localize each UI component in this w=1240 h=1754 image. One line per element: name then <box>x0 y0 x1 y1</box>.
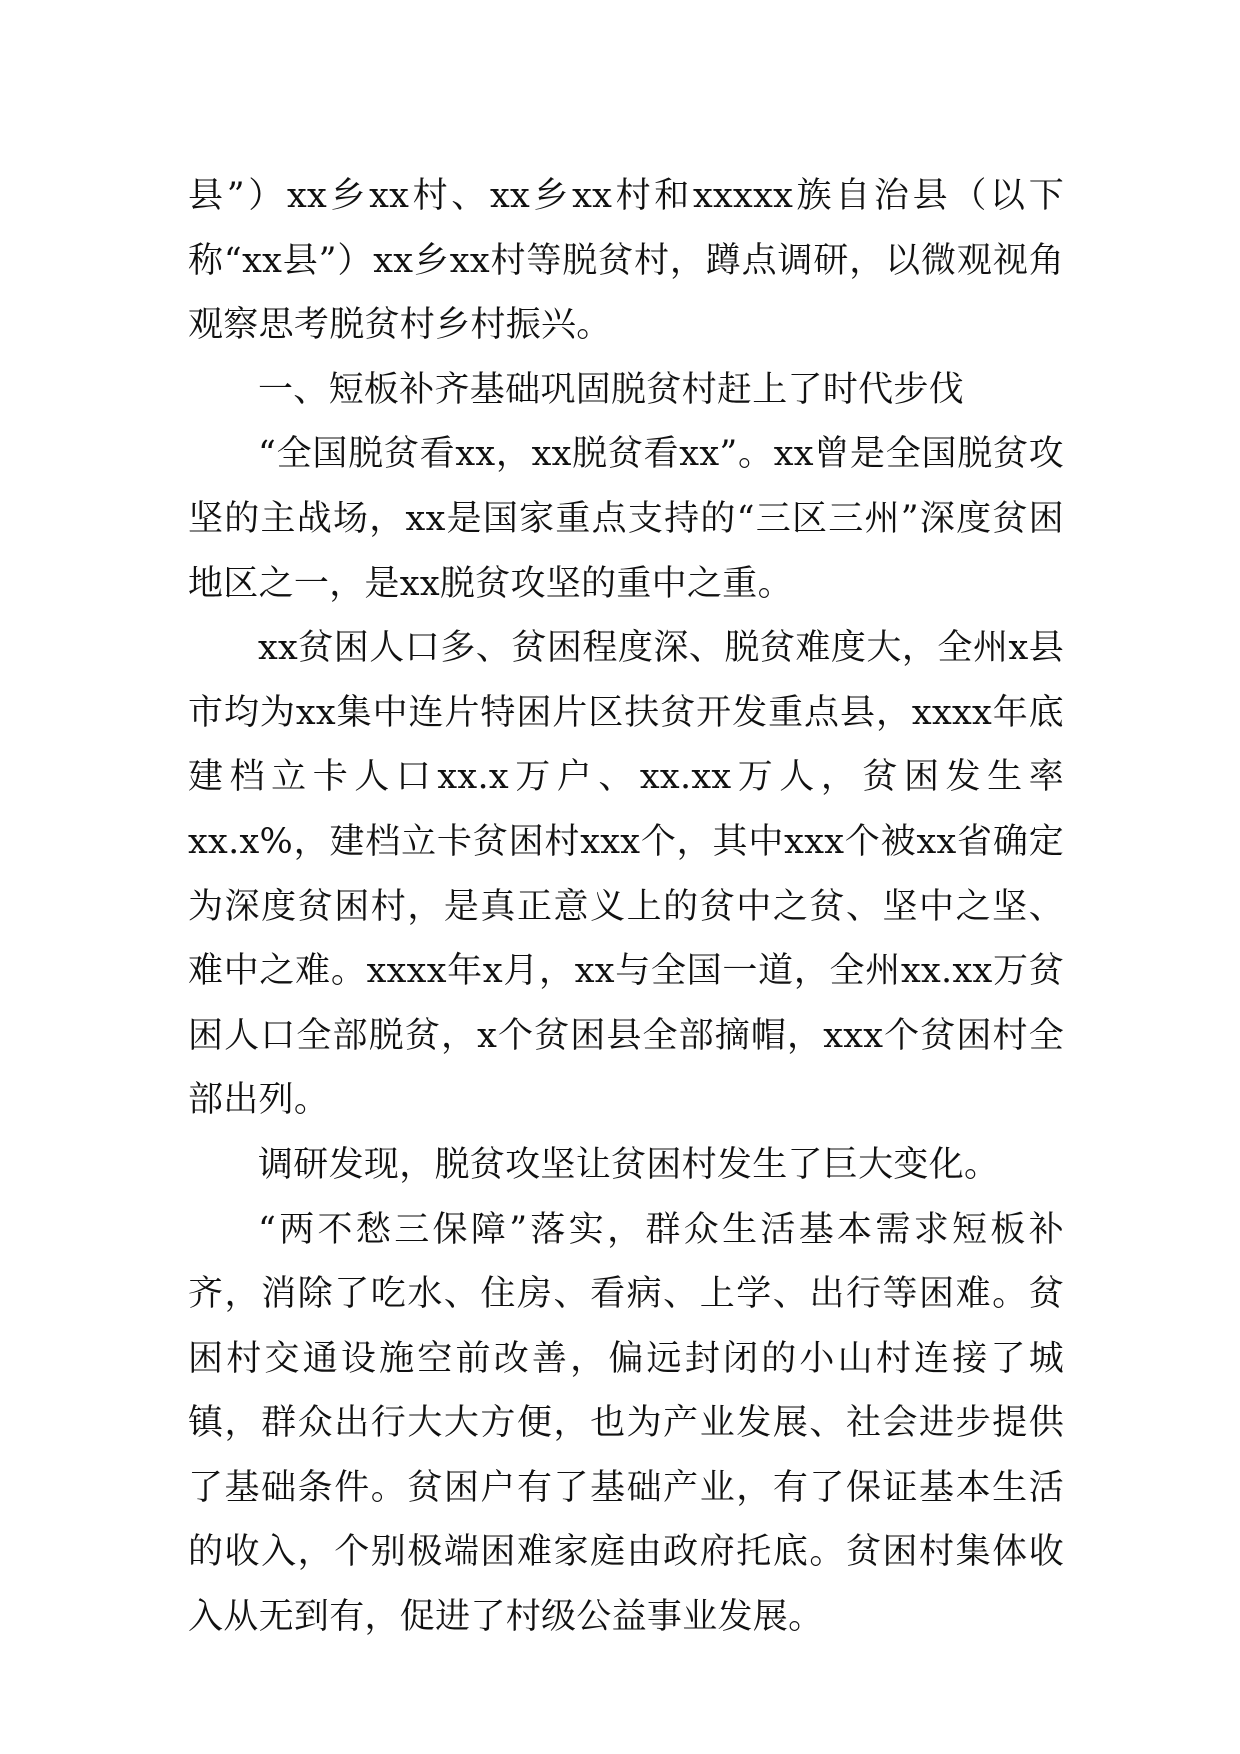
paragraph-intro-continued: 县”）xx乡xx村、xx乡xx村和xxxxx族自治县（以下称“xx县”）xx乡xx村等脱贫村，蹲点调研，以微观视角观察思考脱贫村乡村振兴。 <box>188 176 1064 346</box>
section-heading: 一、短板补齐基础巩固脱贫村赶上了时代步伐 <box>258 369 965 410</box>
paragraph-national-context: “全国脱贫看xx，xx脱贫看xx”。xx曾是全国脱贫攻坚的主战场，xx是国家重点支持的“三区三州”深度贫困地区之一，是xx脱贫攻坚的重中之重。 <box>188 434 1064 604</box>
paragraph-research-finding: 调研发现，脱贫攻坚让贫困村发生了巨大变化。 <box>258 1144 1000 1185</box>
document-body <box>188 164 1064 1650</box>
paragraph-living-improvements: “两不愁三保障”落实，群众生活基本需求短板补齐，消除了吃水、住房、看病、上学、出行等困难。贫困村交通设施空前改善，偏远封闭的小山村连接了城镇，群众出行大大方便，也为产业发展、社会进步提供了基础条件。贫困户有了基础产业，有了保证基本生活的收入，个别极端困难家庭由政府托底。贫困村集体收入从无到有，促进了村级公益事业发展。 <box>188 1209 1064 1638</box>
paragraph-poverty-statistics: xx贫困人口多、贫困程度深、脱贫难度大，全州x县市均为xx集中连片特困片区扶贫开发重点县，xxxx年底建档立卡人口xx.x万户、xx.xx万人，贫困发生率xx.x%，建档立卡贫困村xxx个，其中xxx个被xx省确定为深度贫困村，是真正意义上的贫中之贫、坚中之坚、难中之难。xxxx年x月，xx与全国一道，全州xx.xx万贫困人口全部脱贫，x个贫困县全部摘帽，xxx个贫困村全部出列。 <box>188 628 1064 1121</box>
